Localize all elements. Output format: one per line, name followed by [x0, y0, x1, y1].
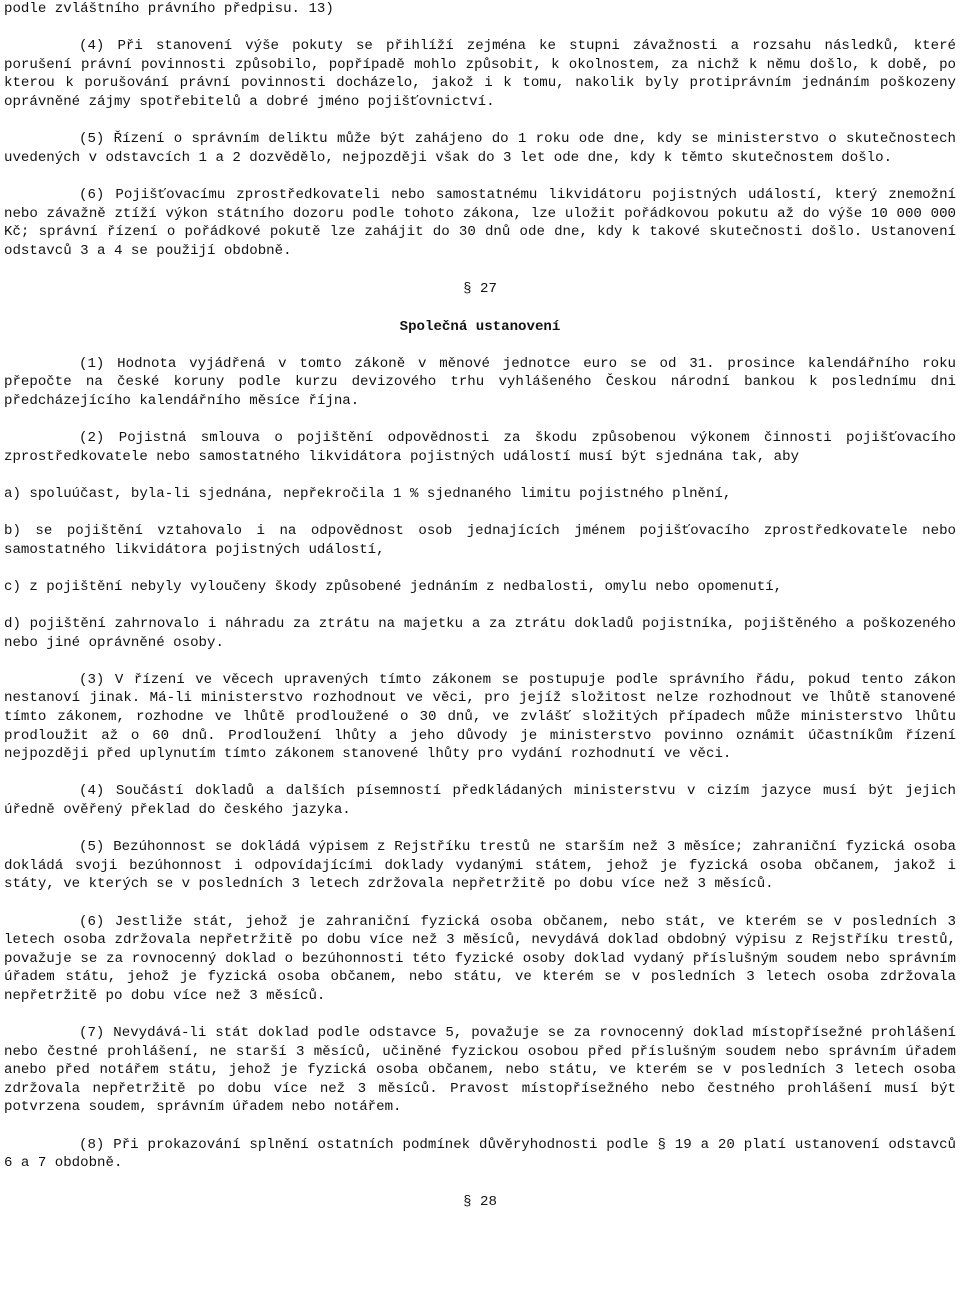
s27-paragraph-6: (6) Jestliže stát, jehož je zahraniční fyzická osoba občanem, nebo stát, ve kterém se v posledních 3 letech osoba zdržovala nepřetržitě po dobu více než 3 měsíců, nevydává doklad obdobný výpisu z Rejstříku trestů, považuje se za rovnocenný doklad o bezúhonnosti této fyzické osoby doklad vydaný příslušným soudem nebo správním úřadem státu, jehož je fyzická osoba občanem, nebo státu, ve kterém se v posledních 3 letech osoba zdržovala nepřetržitě po dobu více než 3 měsíců.	[4, 913, 956, 1004]
s26-paragraph-4: (4) Při stanovení výše pokuty se přihlíží zejména ke stupni závažnosti a rozsahu následků, které porušení právní povinnosti způsobilo, popřípadě mohlo způsobit, k okolnostem, za nichž k němu došlo, k době, po kterou k porušování právní povinnosti docházelo, jakož i k tomu, nakolik byly protiprávním jednáním poškozeny oprávněné zájmy spotřebitelů a dobré jméno pojišťovnictví.	[4, 38, 956, 110]
continued-line: podle zvláštního právního předpisu. 13)	[4, 1, 334, 17]
s27-item-b: b) se pojištění vztahovalo i na odpovědnost osob jednajících jménem pojišťovacího zprostředkovatele nebo samostatného likvidátora pojistných událostí,	[4, 523, 956, 558]
section-27-title: Společná ustanovení	[399, 318, 561, 335]
s27-paragraph-3: (3) V řízení ve věcech upravených tímto zákonem se postupuje podle správního řádu, pokud tento zákon nestanoví jinak. Má-li ministerstvo rozhodnout ve věci, pro jejíž složitost nelze rozhodnout ve lhůtě stanovené tímto zákonem, rozhodne ve lhůtě prodloužené o 30 dnů, ve zvlášť složitých případech může ministerstvo lhůtu prodloužit až o 60 dnů. Prodloužení lhůty a jeho důvody je ministerstvo povinno oznámit účastníkům řízení nejpozději před uplynutím tímto zákonem stanovené lhůty pro vydání rozhodnutí ve věci.	[4, 671, 956, 763]
s26-paragraph-5: (5) Řízení o správním deliktu může být zahájeno do 1 roku ode dne, kdy se ministerstvo o skutečnostech uvedených v odstavcích 1 a 2 dozvědělo, nejpozději však do 3 let ode dne, kdy k těmto skutečnostem došlo.	[4, 131, 956, 166]
s27-paragraph-2: (2) Pojistná smlouva o pojištění odpovědnosti za škodu způsobenou výkonem činnosti pojišťovacího zprostředkovatele nebo samostatného likvidátora pojistných událostí musí být sjednána tak, aby	[4, 430, 956, 465]
s27-item-c: c) z pojištění nebyly vyloučeny škody způsobené jednáním z nedbalosti, omylu nebo opomenutí,	[4, 578, 783, 595]
s27-paragraph-8: (8) Při prokazování splnění ostatních podmínek důvěryhodnosti podle § 19 a 20 platí ustanovení odstavců 6 a 7 obdobně.	[4, 1136, 956, 1172]
s27-paragraph-4: (4) Součástí dokladů a dalších písemností předkládaných ministerstvu v cizím jazyce musí být jejich úředně ověřený překlad do českého jazyka.	[4, 783, 956, 818]
s26-paragraph-6: (6) Pojišťovacímu zprostředkovateli nebo samostatnému likvidátoru pojistných událostí, který znemožní nebo závažně ztíží výkon státního dozoru podle tohoto zákona, lze uložit pořádkovou pokutu až do výše 10 000 000 Kč; správní řízení o pořádkové pokutě lze zahájit do 30 dnů ode dne, kdy k takové skutečnosti došlo. Ustanovení odstavců 3 a 4 se použijí obdobně.	[4, 186, 956, 259]
s27-item-d: d) pojištění zahrnovalo i náhradu za ztrátu na majetku a za ztrátu dokladů pojistníka, pojištěného a poškozeného nebo jiné oprávněné osoby.	[4, 616, 956, 651]
s27-item-a: a) spoluúčast, byla-li sjednána, nepřekročila 1 % sjednaného limitu pojistného plnění,	[4, 485, 732, 502]
s27-paragraph-1: (1) Hodnota vyjádřená v tomto zákoně v měnové jednotce euro se od 31. prosince kalendářního roku přepočte na české koruny podle kurzu devizového trhu vyhlášeného Českou národní bankou k poslednímu dni předcházejícího kalendářního měsíce října.	[4, 355, 956, 409]
section-28-heading: § 28	[463, 1193, 497, 1210]
section-27-heading: § 27	[463, 281, 497, 298]
s27-paragraph-5: (5) Bezúhonnost se dokládá výpisem z Rejstříku trestů ne starším než 3 měsíce; zahraniční fyzická osoba dokládá svoji bezúhonnost i odpovídajícími doklady vydanými státem, jehož je fyzická osoba občanem, jakož i státy, ve kterých se v posledních 3 letech zdržovala nepřetržitě po dobu více než 3 měsíců.	[4, 839, 956, 893]
s27-paragraph-7: (7) Nevydává-li stát doklad podle odstavce 5, považuje se za rovnocenný doklad místopřísežné prohlášení nebo čestné prohlášení, ne starší 3 měsíců, učiněné fyzickou osobou před příslušným soudem nebo správním úřadem anebo před notářem státu, jehož je fyzická osoba občanem, nebo státu, ve kterém se v posledních 3 letech osoba zdržovala nepřetržitě po dobu více než 3 měsíců. Pravost místopřísežného nebo čestného prohlášení musí být potvrzena soudem, správním úřadem nebo notářem.	[4, 1025, 956, 1116]
